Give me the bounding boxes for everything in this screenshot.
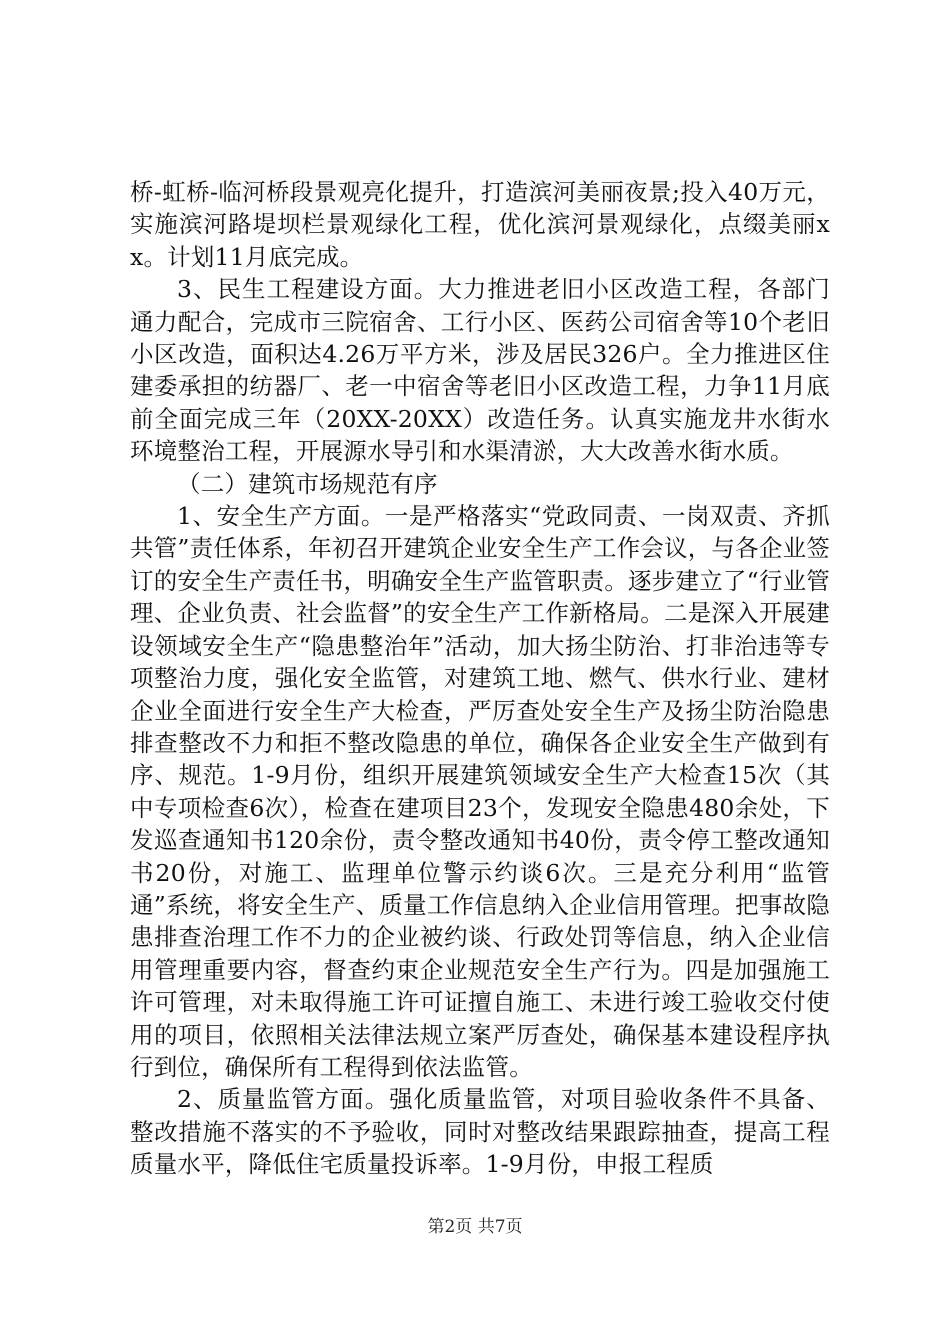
document-body: [130, 176, 830, 1181]
paragraph-safety-production: 1、安全生产方面。一是严格落实“党政同责、一岗双责、齐抓共管”责任体系，年初召开建筑企业安全生产工作会议，与各企业签订的安全生产责任书，明确安全生产监管职责。逐步建立了“行业管理、企业负责、社会监督”的安全生产工作新格局。二是深入开展建设领域安全生产“隐患整治年”活动，加大扬尘防治、打非治违等专项整治力度，强化安全监管，对建筑工地、燃气、供水行业、建材企业全面进行安全生产大检查，严厉查处安全生产及扬尘防治隐患排查整改不力和拒不整改隐患的单位，确保各企业安全生产做到有序、规范。1-9月份，组织开展建筑领域安全生产大检查15次（其中专项检查6次），检查在建项目23个，发现安全隐患480余处，下发巡查通知书120余份，责令整改通知书40份，责令停工整改通知书20份，对施工、监理单位警示约谈6次。三是充分利用“监管通”系统，将安全生产、质量工作信息纳入企业信用管理。把事故隐患排查治理工作不力的企业被约谈、行政处罚等信息，纳入企业信用管理重要内容，督查约束企业规范安全生产行为。四是加强施工许可管理，对未取得施工许可证擅自施工、未进行竣工验收交付使用的项目，依照相关法律法规立案严厉查处，确保基本建设程序执行到位，确保所有工程得到依法监管。: [130, 502, 830, 1081]
paragraph-quality-supervision: 2、质量监管方面。强化质量监管，对项目验收条件不具备、整改措施不落实的不予验收，同时对整改结果跟踪抽查，提高工程质量水平，降低住宅质量投诉率。1-9月份，申报工程质: [130, 1085, 830, 1179]
page-number-footer: 第2页 共7页: [427, 1217, 523, 1237]
paragraph-continuation: 桥-虹桥-临河桥段景观亮化提升，打造滨河美丽夜景;投入40万元，实施滨河路堤坝栏景观绿化工程，优化滨河景观绿化，点缀美丽xx。计划11月底完成。: [130, 178, 830, 271]
paragraph-livelihood-projects: 3、民生工程建设方面。大力推进老旧小区改造工程，各部门通力配合，完成市三院宿舍、工行小区、医药公司宿舍等10个老旧小区改造，面积达4.26万平方米，涉及居民326户。全力推进区住建委承担的纺器厂、老一中宿舍等老旧小区改造工程，力争11月底前全面完成三年（20XX-20XX）改造任务。认真实施龙井水街水环境整治工程，开展源水导引和水渠清淤，大大改善水街水质。: [130, 275, 830, 466]
section-heading-construction-market: （二）建筑市场规范有序: [177, 469, 438, 498]
